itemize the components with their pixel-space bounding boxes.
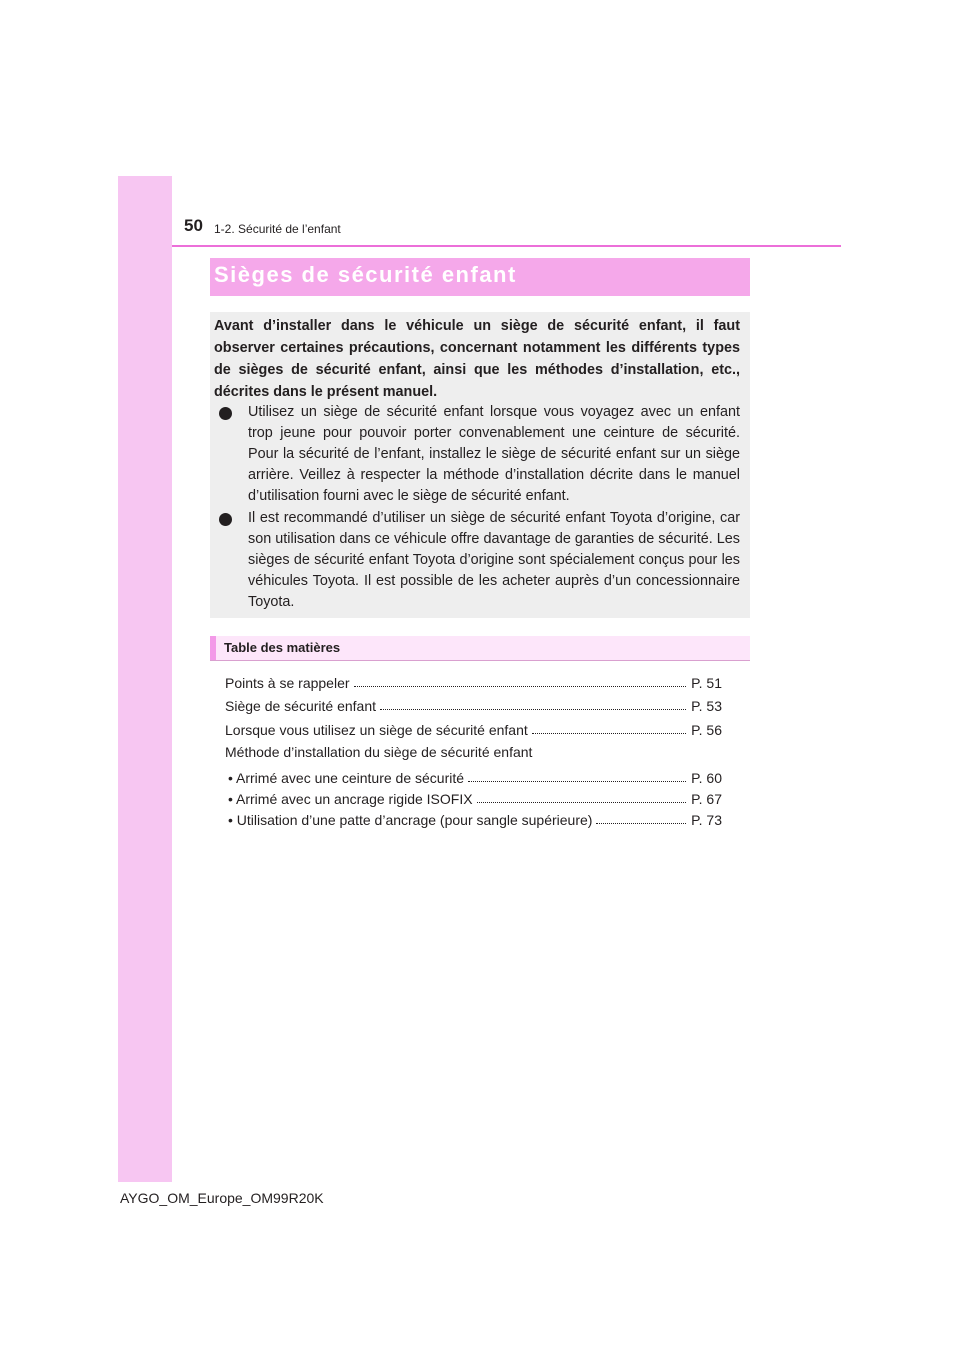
toc-group-label: Méthode d’installation du siège de sécurité enfant (225, 744, 533, 760)
toc-header (210, 636, 750, 661)
bullet-icon (219, 513, 232, 526)
toc-entry-page: P. 67 (691, 791, 722, 807)
toc-entry-label: Siège de sécurité enfant (225, 698, 376, 714)
toc-leader-dots (532, 733, 686, 734)
toc-leader-dots (596, 823, 686, 824)
toc-leader-dots (468, 781, 686, 782)
title-bar (210, 258, 750, 296)
section-label: 1-2. Sécurité de l’enfant (214, 222, 341, 236)
toc-entry-page: P. 51 (691, 675, 722, 691)
intro-bullet (219, 508, 740, 613)
page-title: Sièges de sécurité enfant (214, 262, 517, 287)
toc-sub-entry[interactable] (225, 807, 722, 828)
footer-doc-code: AYGO_OM_Europe_OM99R20K (120, 1190, 324, 1206)
intro-bullet (219, 402, 740, 507)
toc-sub-entry[interactable] (225, 786, 722, 807)
toc-entry-page: P. 73 (691, 812, 722, 828)
toc-heading: Table des matières (224, 640, 341, 655)
toc-entry-label: • Arrimé avec un ancrage rigide ISOFIX (228, 791, 473, 807)
intro-lead: Avant d’installer dans le véhicule un siège de sécurité enfant, il faut observer certaines précautions, concernant notamment les différents types de sièges de sécurité enfant, ainsi que les méthodes d’installation, etc., décrites dans le présent manuel. (214, 318, 740, 400)
intro-box (210, 312, 750, 618)
toc-entry-label: Points à se rappeler (225, 675, 350, 691)
bullet-text: Utilisez un siège de sécurité enfant lorsque vous voyagez avec un enfant trop jeune pour pouvoir porter convenablement une ceinture de sécurité. Pour la sécurité de l’enfant, installez le siège de sécurité enfant sur un siège arrière. Veillez à respecter la méthode d’installation décrite dans le manuel d’utilisation fourni avec le siège de sécurité enfant. (248, 404, 740, 504)
chapter-side-tab (118, 176, 172, 1182)
toc-leader-dots (354, 686, 687, 687)
toc-entry-page: P. 60 (691, 770, 722, 786)
page-number: 50 (184, 216, 203, 235)
toc-entry[interactable] (225, 693, 722, 714)
toc-entry[interactable] (225, 670, 722, 691)
toc-entry-label: • Arrimé avec une ceinture de sécurité (228, 770, 465, 786)
toc-entry-label: • Utilisation d’une patte d’ancrage (pour sangle supérieure) (228, 812, 593, 828)
bullet-icon (219, 407, 232, 420)
toc-entry-label: Lorsque vous utilisez un siège de sécurité enfant (225, 722, 528, 738)
bullet-text: Il est recommandé d’utiliser un siège de sécurité enfant Toyota d’origine, car son utilisation dans ce véhicule offre davantage de garanties de sécurité. Les sièges de sécurité enfant Toyota d’origine sont spécialement conçus pour les véhicules Toyota. Il est possible de les acheter auprès d’un concessionnaire Toyota. (248, 510, 740, 610)
toc-leader-dots (380, 709, 686, 710)
toc-header-accent (210, 636, 216, 660)
toc-entry-page: P. 56 (691, 722, 722, 738)
table-of-contents (225, 670, 722, 828)
toc-entry-page: P. 53 (691, 698, 722, 714)
toc-leader-dots (477, 802, 687, 803)
toc-entry[interactable] (225, 717, 722, 738)
toc-sub-entry[interactable] (225, 765, 722, 786)
header-rule (172, 245, 841, 247)
